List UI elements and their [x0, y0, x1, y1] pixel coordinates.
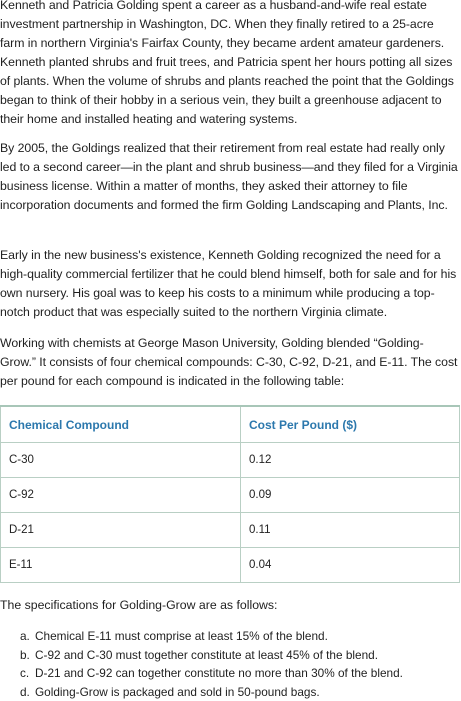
cost-cell: 0.09: [241, 478, 460, 513]
specifications-intro: The specifications for Golding-Grow are as follows:: [0, 596, 277, 615]
list-item: [0, 627, 403, 646]
cost-cell: 0.12: [241, 443, 460, 478]
compound-cell: C-30: [1, 443, 241, 478]
list-marker: b.: [20, 646, 35, 665]
list-marker: a.: [20, 627, 35, 646]
table-header-row: [1, 406, 460, 443]
list-marker: c.: [20, 664, 35, 683]
specifications-list: [0, 627, 403, 701]
list-item-text: C-92 and C-30 must together constitute at least 45% of the blend.: [35, 648, 378, 662]
column-header-compound: Chemical Compound: [1, 406, 241, 443]
compound-cell: D-21: [1, 513, 241, 548]
list-item-text: Golding-Grow is packaged and sold in 50-pound bags.: [35, 685, 320, 699]
cost-cell: 0.11: [241, 513, 460, 548]
compound-cell: C-92: [1, 478, 241, 513]
cost-cell: 0.04: [241, 548, 460, 583]
table-row: [1, 548, 460, 583]
list-item: [0, 646, 403, 665]
list-item-text: D-21 and C-92 can together constitute no more than 30% of the blend.: [35, 666, 403, 680]
list-item: [0, 683, 403, 701]
paragraph-golding-grow: Working with chemists at George Mason University, Golding blended “Golding-Grow.” It consists of four chemical compounds: C-30, C-92, D-21, and E-11. The cost per pound for each compound is indicated in the following table:: [0, 334, 458, 391]
column-header-cost: Cost Per Pound ($): [241, 406, 460, 443]
cost-table-container: [0, 405, 459, 583]
paragraph-fertilizer-need: Early in the new business's existence, Kenneth Golding recognized the need for a high-quality commercial fertilizer that he could blend himself, both for sale and for his own nursery. His goal was to keep his costs to a minimum while producing a top-notch product that was especially suited to the northern Virginia climate.: [0, 246, 458, 322]
table-row: [1, 478, 460, 513]
paragraph-business-license: By 2005, the Goldings realized that their retirement from real estate had really only led to a second career—in the plant and shrub business—and they filed for a Virginia business license. Within a matter of months, they asked their attorney to file incorporation documents and formed the firm Golding Landscaping and Plants, Inc.: [0, 139, 458, 215]
list-marker: d.: [20, 683, 35, 701]
paragraph-intro: Kenneth and Patricia Golding spent a career as a husband-and-wife real estate investment partnership in Washington, DC. When they finally retired to a 25-acre farm in northern Virginia's Fairfax County, they became ardent amateur gardeners. Kenneth planted shrubs and fruit trees, and Patricia spent her hours potting all sizes of plants. When the volume of shrubs and plants reached the point that the Goldings began to think of their hobby in a serious vein, they built a greenhouse adjacent to their home and installed heating and watering systems.: [0, 0, 458, 129]
list-item-text: Chemical E-11 must comprise at least 15% of the blend.: [35, 629, 328, 643]
table-row: [1, 443, 460, 478]
table-row: [1, 513, 460, 548]
cost-table: [0, 405, 460, 583]
compound-cell: E-11: [1, 548, 241, 583]
list-item: [0, 664, 403, 683]
